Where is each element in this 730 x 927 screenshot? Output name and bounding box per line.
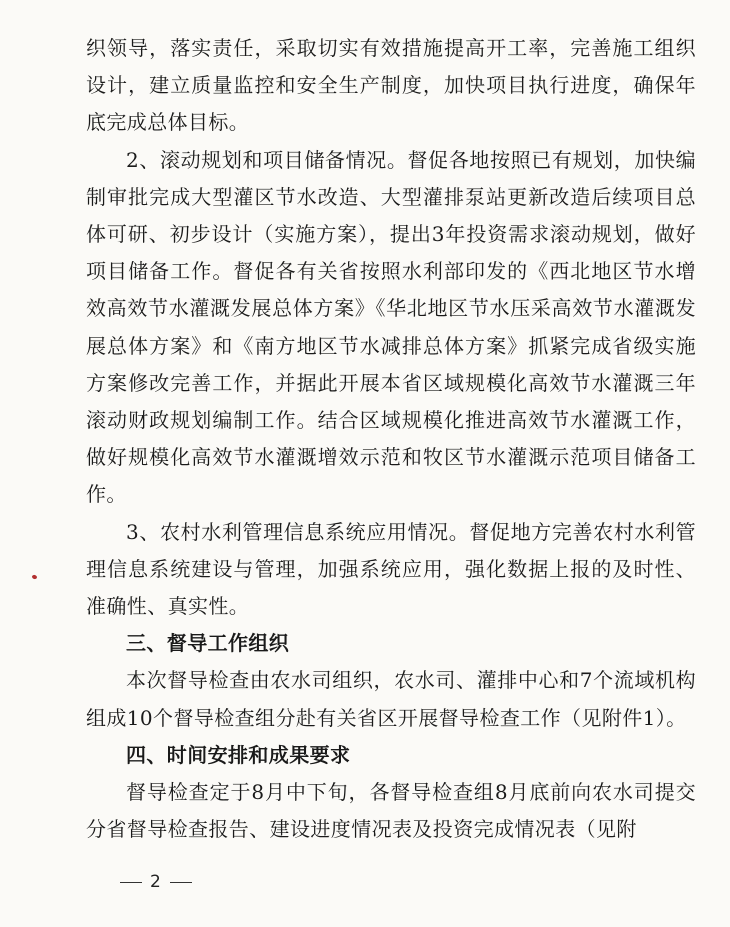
paragraph-organization: 本次督导检查由农水司组织，农水司、灌排中心和7个流域机构组成10个督导检查组分赴有关省区开展督导检查工作（见附件1）。 xyxy=(86,668,696,730)
paragraph-info-system: 3、农村水利管理信息系统应用情况。督促地方完善农村水利管理信息系统建设与管理，加强系统应用，强化数据上报的及时性、准确性、真实性。 xyxy=(86,519,696,619)
ink-speck xyxy=(31,574,37,579)
footer-dash-right xyxy=(170,882,192,883)
heading-organization: 三、督导工作组织 xyxy=(126,631,290,656)
heading-schedule: 四、时间安排和成果要求 xyxy=(126,742,351,767)
page-footer xyxy=(112,872,200,892)
page-number: 2 xyxy=(150,872,162,892)
document-page xyxy=(86,30,696,848)
paragraph-schedule: 督导检查定于8月中下旬，各督导检查组8月底前向农水司提交分省督导检查报告、建设进度情况表及投资完成情况表（见附 xyxy=(86,780,696,842)
paragraph-rolling-plan: 2、滚动规划和项目储备情况。督促各地按照已有规划，加快编制审批完成大型灌区节水改造、大型灌排泵站更新改造后续项目总体可研、初步设计（实施方案），提出3年投资需求滚动规划，做好项目储备工作。督促各有关省按照水利部印发的《西北地区节水增效高效节水灌溉发展总体方案》《华北地区节水压采高效节水灌溉发展总体方案》和《南方地区节水减排总体方案》抓紧完成省级实施方案修改完善工作，并据此开展本省区域规模化高效节水灌溉三年滚动财政规划编制工作。结合区域规模化推进高效节水灌溉工作，做好规模化高效节水灌溉增效示范和牧区节水灌溉示范项目储备工作。 xyxy=(86,147,696,507)
paragraph-continuation: 织领导，落实责任，采取切实有效措施提高开工率，完善施工组织设计，建立质量监控和安全生产制度，加快项目执行进度，确保年底完成总体目标。 xyxy=(86,36,696,135)
footer-dash-left xyxy=(120,882,142,883)
